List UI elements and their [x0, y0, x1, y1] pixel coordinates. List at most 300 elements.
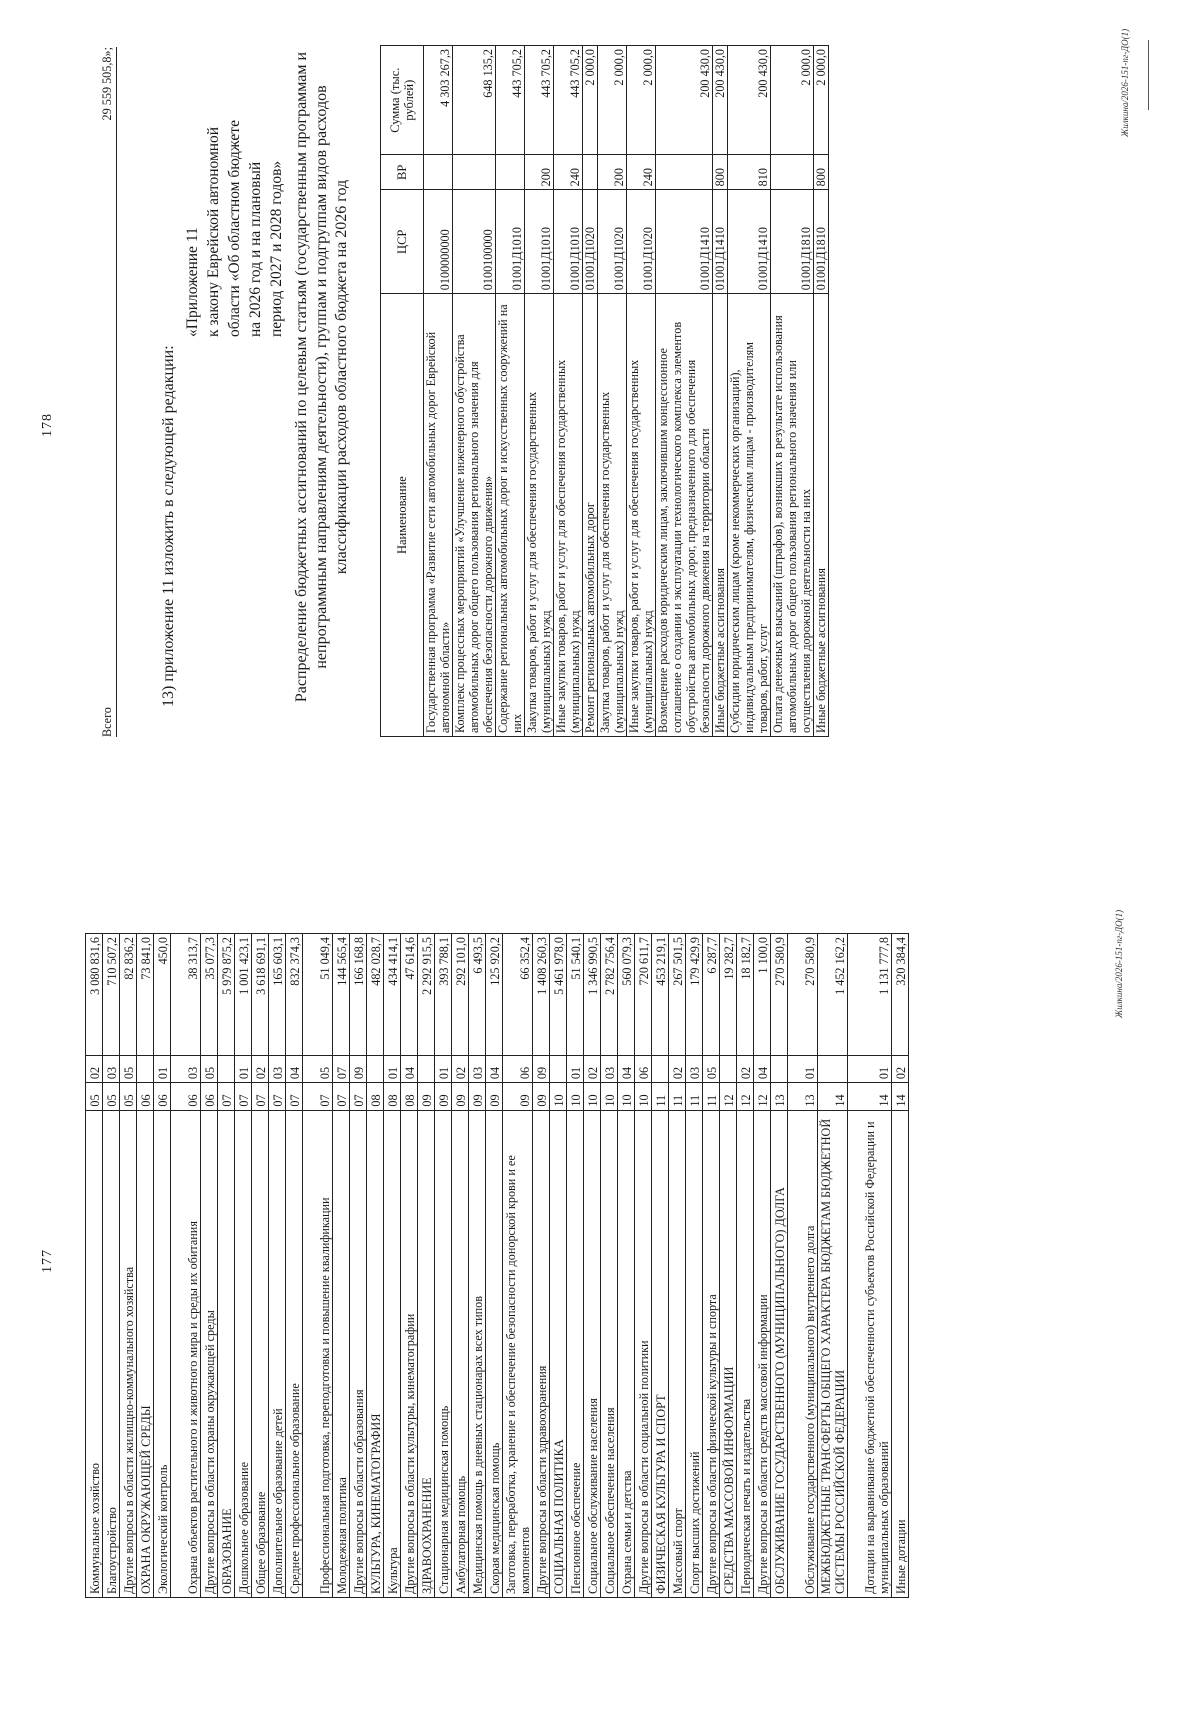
table-row [120, 934, 137, 1598]
row-name: Обслуживание государственного (муниципального) внутреннего долга [788, 1110, 818, 1597]
row-sum: 270 580,9 [788, 934, 818, 1056]
row-csr: 01001Д1010 [496, 190, 525, 294]
row-sum: 200 430,0 [728, 46, 771, 155]
row-sum: 434 414,1 [384, 934, 401, 1056]
row-section: 09 [435, 1083, 452, 1111]
row-section: 05 [103, 1083, 120, 1111]
row-name: ОБРАЗОВАНИЕ [218, 1110, 235, 1597]
row-name: Профессиональная подготовка, переподготовка и повышение квалификации [303, 1110, 333, 1597]
row-name: Благоустройство [103, 1110, 120, 1597]
row-subsection [720, 1055, 737, 1083]
row-name: Общее образование [252, 1110, 269, 1597]
row-subsection: 02 [669, 1055, 686, 1083]
row-subsection: 04 [618, 1055, 635, 1083]
row-name: Иные бюджетные ассигнования [814, 294, 829, 737]
row-section: 13 [788, 1083, 818, 1111]
row-vr [496, 155, 525, 190]
row-name: Субсидии юридическим лицам (кроме некоммерческих организаций), индивидуальным предпринимателям, физическим лицам - производителям товаров, работ, услуг [728, 294, 771, 737]
row-subsection: 05 [703, 1055, 720, 1083]
table-row [286, 934, 303, 1598]
table-row [818, 934, 848, 1598]
row-subsection [550, 1055, 567, 1083]
table-row [618, 934, 635, 1598]
table-row [252, 934, 269, 1598]
table-row [584, 934, 601, 1598]
row-name: Другие вопросы в области социальной политики [635, 1110, 652, 1597]
table-row [703, 934, 720, 1598]
row-name: Содержание региональных автомобильных дорог и искусственных сооружений на них [496, 294, 525, 737]
row-name: Закупка товаров, работ и услуг для обеспечения государственных (муниципальных) нужд [525, 294, 554, 737]
row-name: Медицинская помощь в дневных стационарах всех типов [469, 1110, 486, 1597]
row-sum: 292 101,0 [452, 934, 469, 1056]
row-sum: 720 611,7 [635, 934, 652, 1056]
row-section: 07 [252, 1083, 269, 1111]
header-name: Наименование [381, 294, 424, 737]
row-sum: 200 430,0 [656, 46, 713, 155]
row-csr: 01001Д1010 [554, 190, 583, 294]
row-name: Иные бюджетные ассигнования [713, 294, 728, 737]
row-name: СРЕДСТВА МАССОВОЙ ИНФОРМАЦИИ [720, 1110, 737, 1597]
row-subsection: 09 [350, 1055, 367, 1083]
table-row [424, 46, 453, 737]
row-sum: 5 461 978,0 [550, 934, 567, 1056]
table-row [401, 934, 418, 1598]
table-row [435, 934, 452, 1598]
row-name: Оплата денежных взысканий (штрафов), возникших в результате использования автомобильных дорог общего пользования регионального значения или осуществления дорожной деятельности на них [771, 294, 814, 737]
row-section: 10 [601, 1083, 618, 1111]
row-sum: 1 452 162,2 [818, 934, 848, 1056]
row-section: 11 [686, 1083, 703, 1111]
table-row [418, 934, 435, 1598]
table-row [788, 934, 818, 1598]
row-sum: 270 580,9 [771, 934, 788, 1056]
row-name: Другие вопросы в области здравоохранения [533, 1110, 550, 1597]
row-sum: 560 079,3 [618, 934, 635, 1056]
header-csr: ЦСР [381, 190, 424, 294]
row-csr: 01001Д1410 [728, 190, 771, 294]
row-section: 07 [333, 1083, 350, 1111]
table-row [554, 46, 583, 737]
row-sum: 3 080 831,6 [86, 934, 103, 1056]
row-section: 11 [652, 1083, 669, 1111]
row-name: Охрана семьи и детства [618, 1110, 635, 1597]
row-subsection: 04 [754, 1055, 771, 1083]
row-sum: 1 408 260,3 [533, 934, 550, 1056]
row-name: Периодическая печать и издательства [737, 1110, 754, 1597]
row-sum: 73 841,0 [137, 934, 154, 1056]
row-section: 11 [669, 1083, 686, 1111]
row-vr: 240 [554, 155, 583, 190]
table-row [137, 934, 154, 1598]
page-177 [0, 857, 1200, 1713]
row-sum: 144 565,4 [333, 934, 350, 1056]
appendix-header [182, 47, 287, 337]
row-subsection: 02 [252, 1055, 269, 1083]
row-name: Другие вопросы в области образования [350, 1110, 367, 1597]
row-name: Другие вопросы в области физической культуры и спорта [703, 1110, 720, 1597]
row-subsection: 02 [737, 1055, 754, 1083]
table-row [583, 46, 598, 737]
row-name: Социальное обслуживание населения [584, 1110, 601, 1597]
row-sum: 443 705,2 [525, 46, 554, 155]
row-subsection: 09 [533, 1055, 550, 1083]
table-row [525, 46, 554, 737]
row-subsection: 01 [435, 1055, 452, 1083]
table-row [384, 934, 401, 1598]
row-subsection: 04 [401, 1055, 418, 1083]
row-csr: 01001Д1410 [656, 190, 713, 294]
table-row [103, 934, 120, 1598]
row-sum: 2 000,0 [627, 46, 656, 155]
row-section: 14 [818, 1083, 848, 1111]
row-section: 09 [418, 1083, 435, 1111]
row-subsection: 04 [486, 1055, 503, 1083]
row-csr: 0100000000 [424, 190, 453, 294]
row-vr: 800 [713, 155, 728, 190]
row-csr: 01001Д1020 [583, 190, 598, 294]
row-name: Охрана объектов растительного и животного мира и среды их обитания [171, 1110, 201, 1597]
table-row [367, 934, 384, 1598]
row-name: Массовый спорт [669, 1110, 686, 1597]
row-vr: 200 [525, 155, 554, 190]
row-sum: 200 430,0 [713, 46, 728, 155]
row-name: Среднее профессиональное образование [286, 1110, 303, 1597]
row-sum: 2 000,0 [814, 46, 829, 155]
row-sum: 38 313,7 [171, 934, 201, 1056]
table-row [669, 934, 686, 1598]
row-sum: 1 001 423,1 [235, 934, 252, 1056]
row-sum: 1 100,0 [754, 934, 771, 1056]
footer-note: Жилкина/2026-151-пг-ДО(1) [1120, 28, 1130, 137]
row-vr [771, 155, 814, 190]
row-subsection [418, 1055, 435, 1083]
row-section: 09 [503, 1083, 533, 1111]
row-name: Другие вопросы в области средств массовой информации [754, 1110, 771, 1597]
row-sum: 125 920,2 [486, 934, 503, 1056]
row-section: 11 [703, 1083, 720, 1111]
row-subsection: 03 [269, 1055, 286, 1083]
table-row [713, 46, 728, 737]
table-row [598, 46, 627, 737]
row-sum: 19 282,7 [720, 934, 737, 1056]
row-name: МЕЖБЮДЖЕТНЫЕ ТРАНСФЕРТЫ ОБЩЕГО ХАРАКТЕРА БЮДЖЕТАМ БЮДЖЕТНОЙ СИСТЕМЫ РОССИЙСКОЙ ФЕДЕРАЦИИ [818, 1110, 848, 1597]
row-sum: 179 429,9 [686, 934, 703, 1056]
row-name: ФИЗИЧЕСКАЯ КУЛЬТУРА И СПОРТ [652, 1110, 669, 1597]
row-section: 10 [584, 1083, 601, 1111]
row-name: Дошкольное образование [235, 1110, 252, 1597]
row-vr: 200 [598, 155, 627, 190]
row-sum: 18 182,7 [737, 934, 754, 1056]
row-vr [453, 155, 496, 190]
row-sum: 2 000,0 [583, 46, 598, 155]
row-section: 05 [120, 1083, 137, 1111]
row-name: Амбулаторная помощь [452, 1110, 469, 1597]
row-name: Дотации на выравнивание бюджетной обеспеченности субъектов Российской Федерации и муниципальных образований [848, 1110, 892, 1597]
row-subsection [218, 1055, 235, 1083]
page-number: 178 [40, 413, 55, 437]
functional-classification-table [85, 933, 909, 1598]
row-name: Другие вопросы в области культуры, кинематографии [401, 1110, 418, 1597]
row-sum: 648 135,2 [453, 46, 496, 155]
row-name: Другие вопросы в области охраны окружающей среды [201, 1110, 218, 1597]
row-name: Культура [384, 1110, 401, 1597]
table-row [656, 46, 713, 737]
row-sum: 710 507,2 [103, 934, 120, 1056]
row-subsection: 01 [567, 1055, 584, 1083]
row-name: Молодежная политика [333, 1110, 350, 1597]
table-row [86, 934, 103, 1598]
appendix-line: «Приложение 11 [184, 227, 201, 337]
row-sum: 443 705,2 [496, 46, 525, 155]
row-section: 12 [754, 1083, 771, 1111]
row-sum: 2 292 915,5 [418, 934, 435, 1056]
row-sum: 1 131 777,8 [848, 934, 892, 1056]
total-label: Всего [100, 707, 114, 737]
row-section: 09 [533, 1083, 550, 1111]
page-number: 177 [40, 1249, 55, 1273]
row-sum: 51 540,1 [567, 934, 584, 1056]
header-sum: Сумма (тыс. рублей) [381, 46, 424, 155]
table-row [601, 934, 618, 1598]
table-row [814, 46, 829, 737]
target-articles-table [380, 45, 829, 737]
row-sum: 66 352,4 [503, 934, 533, 1056]
table-row [218, 934, 235, 1598]
row-csr: 01001Д1810 [814, 190, 829, 294]
row-name: Спорт высших достижений [686, 1110, 703, 1597]
table-row [496, 46, 525, 737]
row-sum: 832 374,3 [286, 934, 303, 1056]
table-row [754, 934, 771, 1598]
row-subsection: 01 [788, 1055, 818, 1083]
row-section: 10 [550, 1083, 567, 1111]
row-section: 07 [303, 1083, 333, 1111]
row-subsection: 01 [154, 1055, 171, 1083]
table-row [892, 934, 909, 1598]
row-sum: 393 788,1 [435, 934, 452, 1056]
row-subsection: 03 [469, 1055, 486, 1083]
table-row [469, 934, 486, 1598]
amendment-intro: 13) приложение 11 изложить в следующей редакции: [160, 345, 177, 707]
row-subsection: 01 [848, 1055, 892, 1083]
row-section: 07 [286, 1083, 303, 1111]
row-subsection: 02 [86, 1055, 103, 1083]
row-subsection: 06 [503, 1055, 533, 1083]
row-section: 08 [367, 1083, 384, 1111]
row-sum: 4 303 267,3 [424, 46, 453, 155]
row-subsection [652, 1055, 669, 1083]
appendix-line: области «Об областном бюджете [226, 120, 243, 337]
table-row [503, 934, 533, 1598]
table-row [652, 934, 669, 1598]
row-section: 08 [401, 1083, 418, 1111]
table-row [771, 46, 814, 737]
row-sum: 35 077,3 [201, 934, 218, 1056]
row-csr: 01001Д1020 [627, 190, 656, 294]
row-name: Экологический контроль [154, 1110, 171, 1597]
table-row [154, 934, 171, 1598]
row-name: Другие вопросы в области жилищно-коммунального хозяйства [120, 1110, 137, 1597]
row-sum: 453 219,1 [652, 934, 669, 1056]
row-sum: 482 028,7 [367, 934, 384, 1056]
table-row [303, 934, 333, 1598]
table-row [452, 934, 469, 1598]
row-sum: 6 287,7 [703, 934, 720, 1056]
row-sum: 450,0 [154, 934, 171, 1056]
row-section: 10 [635, 1083, 652, 1111]
row-name: Возмещение расходов юридическим лицам, заключившим концессионное соглашение о создании и эксплуатации технологического комплекса элементов обустройства автомобильных дорог, предназначенного для обеспечения безопасности дорожного движения на территории области [656, 294, 713, 737]
row-csr: 01001Д1010 [525, 190, 554, 294]
row-subsection: 02 [452, 1055, 469, 1083]
table-row [269, 934, 286, 1598]
row-section: 12 [737, 1083, 754, 1111]
row-sum: 3 618 691,1 [252, 934, 269, 1056]
table-row [350, 934, 367, 1598]
row-name: КУЛЬТУРА, КИНЕМАТОГРАФИЯ [367, 1110, 384, 1597]
row-name: Иные дотации [892, 1110, 909, 1597]
row-subsection: 02 [892, 1055, 909, 1083]
footer-note: Жилкина/2026-151-пг-ДО(1) [1114, 909, 1124, 1018]
row-sum: 2 000,0 [598, 46, 627, 155]
total-value: 29 559 505,8»; [100, 47, 114, 121]
row-vr [583, 155, 598, 190]
row-vr: 240 [627, 155, 656, 190]
row-sum: 320 384,4 [892, 934, 909, 1056]
row-sum: 47 614,6 [401, 934, 418, 1056]
table-row [771, 934, 788, 1598]
row-subsection [771, 1055, 788, 1083]
row-csr: 0100100000 [453, 190, 496, 294]
row-sum: 166 168,8 [350, 934, 367, 1056]
row-section: 07 [350, 1083, 367, 1111]
row-name: Заготовка, переработка, хранение и обеспечение безопасности донорской крови и ее компонентов [503, 1110, 533, 1597]
table-row [453, 46, 496, 737]
row-subsection: 03 [601, 1055, 618, 1083]
row-subsection: 01 [384, 1055, 401, 1083]
table-row [171, 934, 201, 1598]
row-sum: 51 049,4 [303, 934, 333, 1056]
row-csr: 01001Д1810 [771, 190, 814, 294]
row-name: Коммунальное хозяйство [86, 1110, 103, 1597]
table-row [728, 46, 771, 737]
row-vr [424, 155, 453, 190]
row-subsection: 04 [286, 1055, 303, 1083]
table-row [627, 46, 656, 737]
row-section: 06 [137, 1083, 154, 1111]
row-section: 09 [469, 1083, 486, 1111]
table-row [235, 934, 252, 1598]
row-subsection: 01 [235, 1055, 252, 1083]
row-section: 06 [201, 1083, 218, 1111]
row-subsection: 03 [686, 1055, 703, 1083]
row-name: ОХРАНА ОКРУЖАЮЩЕЙ СРЕДЫ [137, 1110, 154, 1597]
appendix-line: период 2027 и 2028 годов» [268, 160, 285, 337]
row-section: 06 [171, 1083, 201, 1111]
row-subsection: 03 [103, 1055, 120, 1083]
row-section: 09 [486, 1083, 503, 1111]
table-row [635, 934, 652, 1598]
row-name: ЗДРАВООХРАНЕНИЕ [418, 1110, 435, 1597]
table-row [848, 934, 892, 1598]
table-row [550, 934, 567, 1598]
row-subsection: 05 [120, 1055, 137, 1083]
row-vr: 800 [814, 155, 829, 190]
appendix-line: к закону Еврейской автономной [205, 126, 222, 337]
row-section: 08 [384, 1083, 401, 1111]
row-section: 09 [452, 1083, 469, 1111]
row-name: Стационарная медицинская помощь [435, 1110, 452, 1597]
row-subsection [367, 1055, 384, 1083]
row-name: Дополнительное образование детей [269, 1110, 286, 1597]
row-name: Пенсионное обеспечение [567, 1110, 584, 1597]
header-vr: ВР [381, 155, 424, 190]
table-row [201, 934, 218, 1598]
row-name: Ремонт региональных автомобильных дорог [583, 294, 598, 737]
row-subsection [818, 1055, 848, 1083]
document-title: Распределение бюджетных ассигнований по целевым статьям (государственным программам и непрограммным направлениям деятельности), группам и подгруппам видов расходов классификации расходов областного бюджета на 2026 год [293, 51, 350, 703]
row-name: Комплекс процессных мероприятий «Улучшение инженерного обустройства автомобильных дорог общего пользования регионального значения для обеспечения безопасности дорожного движения» [453, 294, 496, 737]
row-sum: 2 000,0 [771, 46, 814, 155]
row-subsection: 05 [303, 1055, 333, 1083]
row-section: 10 [567, 1083, 584, 1111]
row-sum: 267 501,5 [669, 934, 686, 1056]
row-section: 14 [892, 1083, 909, 1111]
row-section: 14 [848, 1083, 892, 1111]
row-name: Иные закупки товаров, работ и услуг для обеспечения государственных (муниципальных) нужд [627, 294, 656, 737]
row-name: Социальное обеспечение населения [601, 1110, 618, 1597]
row-sum: 1 346 990,5 [584, 934, 601, 1056]
row-name: Иные закупки товаров, работ и услуг для обеспечения государственных (муниципальных) нужд [554, 294, 583, 737]
row-subsection: 07 [333, 1055, 350, 1083]
row-vr [656, 155, 713, 190]
row-sum: 5 979 875,2 [218, 934, 235, 1056]
row-sum: 443 705,2 [554, 46, 583, 155]
row-section: 13 [771, 1083, 788, 1111]
row-vr: 810 [728, 155, 771, 190]
table-row [333, 934, 350, 1598]
table-row [533, 934, 550, 1598]
row-name: Государственная программа «Развитие сети автомобильных дорог Еврейской автономной области» [424, 294, 453, 737]
row-sum: 82 836,2 [120, 934, 137, 1056]
row-name: Скорая медицинская помощь [486, 1110, 503, 1597]
row-csr: 01001Д1410 [713, 190, 728, 294]
row-section: 06 [154, 1083, 171, 1111]
total-row [100, 47, 117, 737]
row-subsection: 06 [635, 1055, 652, 1083]
row-section: 12 [720, 1083, 737, 1111]
row-subsection: 03 [171, 1055, 201, 1083]
table-row [567, 934, 584, 1598]
row-section: 10 [618, 1083, 635, 1111]
appendix-line: на 2026 год и на плановый [247, 161, 264, 337]
row-sum: 2 782 756,4 [601, 934, 618, 1056]
row-section: 07 [218, 1083, 235, 1111]
row-name: Закупка товаров, работ и услуг для обеспечения государственных (муниципальных) нужд [598, 294, 627, 737]
row-section: 05 [86, 1083, 103, 1111]
table-row [737, 934, 754, 1598]
table-row [720, 934, 737, 1598]
table-row [686, 934, 703, 1598]
row-sum: 6 493,5 [469, 934, 486, 1056]
row-subsection: 02 [584, 1055, 601, 1083]
row-section: 07 [235, 1083, 252, 1111]
row-sum: 165 603,1 [269, 934, 286, 1056]
row-subsection [137, 1055, 154, 1083]
row-name: ОБСЛУЖИВАНИЕ ГОСУДАРСТВЕННОГО (МУНИЦИПАЛЬНОГО) ДОЛГА [771, 1110, 788, 1597]
row-section: 07 [269, 1083, 286, 1111]
row-subsection: 05 [201, 1055, 218, 1083]
row-name: СОЦИАЛЬНАЯ ПОЛИТИКА [550, 1110, 567, 1597]
